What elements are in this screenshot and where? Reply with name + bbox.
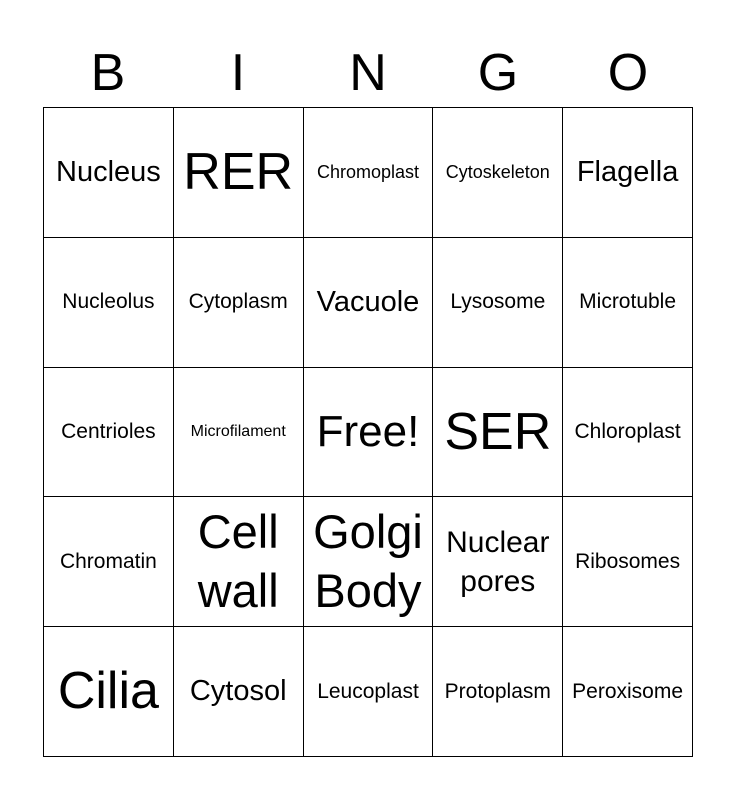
bingo-cell <box>563 108 693 238</box>
cell-label: Leucoplast <box>317 679 419 703</box>
cell-label: Nucleus <box>56 156 161 189</box>
cell-label: Microtuble <box>579 290 677 314</box>
bingo-cell <box>44 627 174 757</box>
bingo-cell <box>304 627 434 757</box>
bingo-cell <box>304 497 434 627</box>
bingo-cell <box>44 238 174 368</box>
bingo-cell <box>44 497 174 627</box>
bingo-card <box>43 107 693 757</box>
cell-label: Nucleolus <box>62 290 155 314</box>
cell-label: Cilia <box>57 662 159 721</box>
header-letter-i: I <box>230 44 246 102</box>
bingo-cell <box>44 108 174 238</box>
cell-label: SER <box>444 402 552 461</box>
header-letter-n: N <box>349 44 387 102</box>
bingo-cell <box>433 497 563 627</box>
bingo-cell <box>433 368 563 498</box>
cell-label: Vacuole <box>316 285 420 318</box>
cell-label: Lysosome <box>450 290 546 314</box>
bingo-cell <box>174 627 304 757</box>
bingo-cell <box>563 368 693 498</box>
bingo-cell <box>174 497 304 627</box>
cell-label: Chloroplast <box>574 420 681 444</box>
free-space-cell <box>304 368 434 498</box>
bingo-cell <box>174 108 304 238</box>
header-letter-o: O <box>607 44 649 102</box>
bingo-cell <box>563 238 693 368</box>
cell-label: Chromatin <box>59 550 157 574</box>
cell-label: Chromoplast <box>316 162 420 183</box>
cell-label: Cytoskeleton <box>445 162 550 183</box>
cell-label: Cytoplasm <box>188 290 288 314</box>
cell-label: Ribosomes <box>575 550 681 574</box>
bingo-cell <box>44 368 174 498</box>
bingo-header <box>43 40 693 106</box>
bingo-cell <box>174 368 304 498</box>
cell-label: RER <box>183 143 294 202</box>
bingo-cell <box>174 238 304 368</box>
cell-label: Golgi Body <box>313 505 423 617</box>
bingo-cell <box>563 627 693 757</box>
cell-label: Nuclear pores <box>446 525 550 598</box>
cell-label: Protoplasm <box>444 679 551 703</box>
cell-label: Peroxisome <box>572 679 684 703</box>
cell-label: Flagella <box>576 156 679 189</box>
free-space-label: Free! <box>316 407 420 457</box>
cell-label: Cell wall <box>197 505 279 617</box>
bingo-cell <box>433 108 563 238</box>
cell-label: Cytosol <box>189 675 287 708</box>
cell-label: Centrioles <box>61 420 156 444</box>
header-letter-b: B <box>90 44 126 102</box>
bingo-cell <box>433 238 563 368</box>
bingo-cell <box>563 497 693 627</box>
bingo-cell <box>304 238 434 368</box>
cell-label: Microfilament <box>190 423 286 441</box>
header-letter-g: G <box>477 44 519 102</box>
bingo-cell <box>304 108 434 238</box>
bingo-cell <box>433 627 563 757</box>
